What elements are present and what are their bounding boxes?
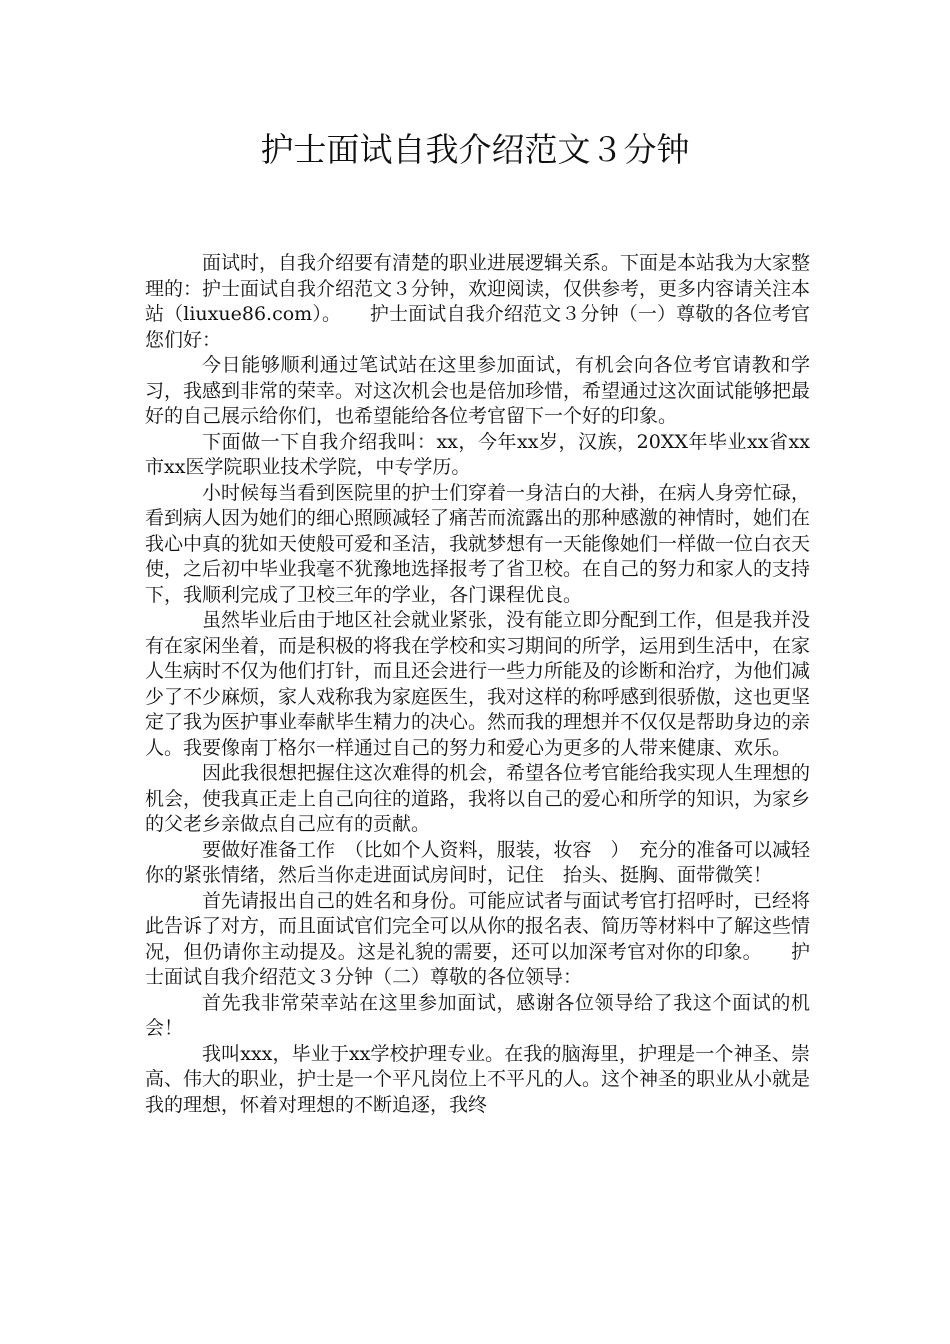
paragraph: 今日能够顺利通过笔试站在这里参加面试，有机会向各位考官请教和学习，我感到非常的荣幸。对这次机会也是倍加珍惜，希望通过这次面试能够把最好的自己展示给你们，也希望能给各位考官留下一个好的印象。 [145, 354, 811, 427]
paragraph: 首先请报出自己的姓名和身份。可能应试者与面试考官打招呼时，已经将此告诉了对方，而且面试官们完全可以从你的报名表、简历等材料中了解这些情况，但仍请你主动提及。这是礼貌的需要，还可以加深考官对你的印象。 护士面试自我介绍范文３分钟（二）尊敬的各位领导： [145, 889, 811, 988]
paragraph: 我叫xxx，毕业于xx学校护理专业。在我的脑海里，护理是一个神圣、崇高、伟大的职业，护士是一个平凡岗位上不平凡的人。这个神圣的职业从小就是我的理想，怀着对理想的不断追逐，我终 [145, 1042, 811, 1116]
paragraph: 小时候每当看到医院里的护士们穿着一身洁白的大褂，在病人身旁忙碌，看到病人因为她们的细心照顾减轻了痛苦而流露出的那种感激的神情时，她们在我心中真的犹如天使般可爱和圣洁，我就梦想有一天能像她们一样做一位白衣天使，之后初中毕业我毫不犹豫地选择报考了省卫校。在自己的努力和家人的支持下，我顺利完成了卫校三年的学业，各门课程优良。 [145, 481, 811, 606]
paragraph: 虽然毕业后由于地区社会就业紧张，没有能立即分配到工作，但是我并没有在家闲坐着，而是积极的将我在学校和实习期间的所学，运用到生活中，在家人生病时不仅为他们打针，而且还会进行一些力所能及的诊断和治疗，为他们减少了不少麻烦，家人戏称我为家庭医生，我对这样的称呼感到很骄傲，这也更坚定了我为医护事业奉献毕生精力的决心。然而我的理想并不仅仅是帮助身边的亲人。我要像南丁格尔一样通过自己的努力和爱心为更多的人带来健康、欢乐。 [145, 609, 811, 759]
paragraph: 要做好准备工作 （比如个人资料，服装，妆容 ） 充分的准备可以减轻你的紧张情绪，然后当你走进面试房间时，记住 抬头、挺胸、面带微笑！ [145, 838, 811, 886]
document-body [145, 251, 810, 1118]
paragraph: 首先我非常荣幸站在这里参加面试，感谢各位领导给了我这个面试的机会！ [145, 991, 810, 1039]
paragraph: 因此我很想把握住这次难得的机会，希望各位考官能给我实现人生理想的机会，使我真正走上自己向往的道路，我将以自己的爱心和所学的知识，为家乡的父老乡亲做点自己应有的贡献。 [145, 762, 811, 835]
paragraph: 下面做一下自我介绍我叫：xx，今年xx岁，汉族，20XX年毕业xx省xx市xx医学院职业技术学院，中专学历。 [145, 430, 810, 478]
paragraph: 面试时，自我介绍要有清楚的职业进展逻辑关系。下面是本站我为大家整理的：护士面试自我介绍范文３分钟，欢迎阅读，仅供参考，更多内容请关注本站（liuxue86.com）。 护士面试自我介绍范文３分钟（一）尊敬的各位考官您们好： [145, 252, 811, 351]
document-title: 护士面试自我介绍范文３分钟 [260, 130, 690, 169]
